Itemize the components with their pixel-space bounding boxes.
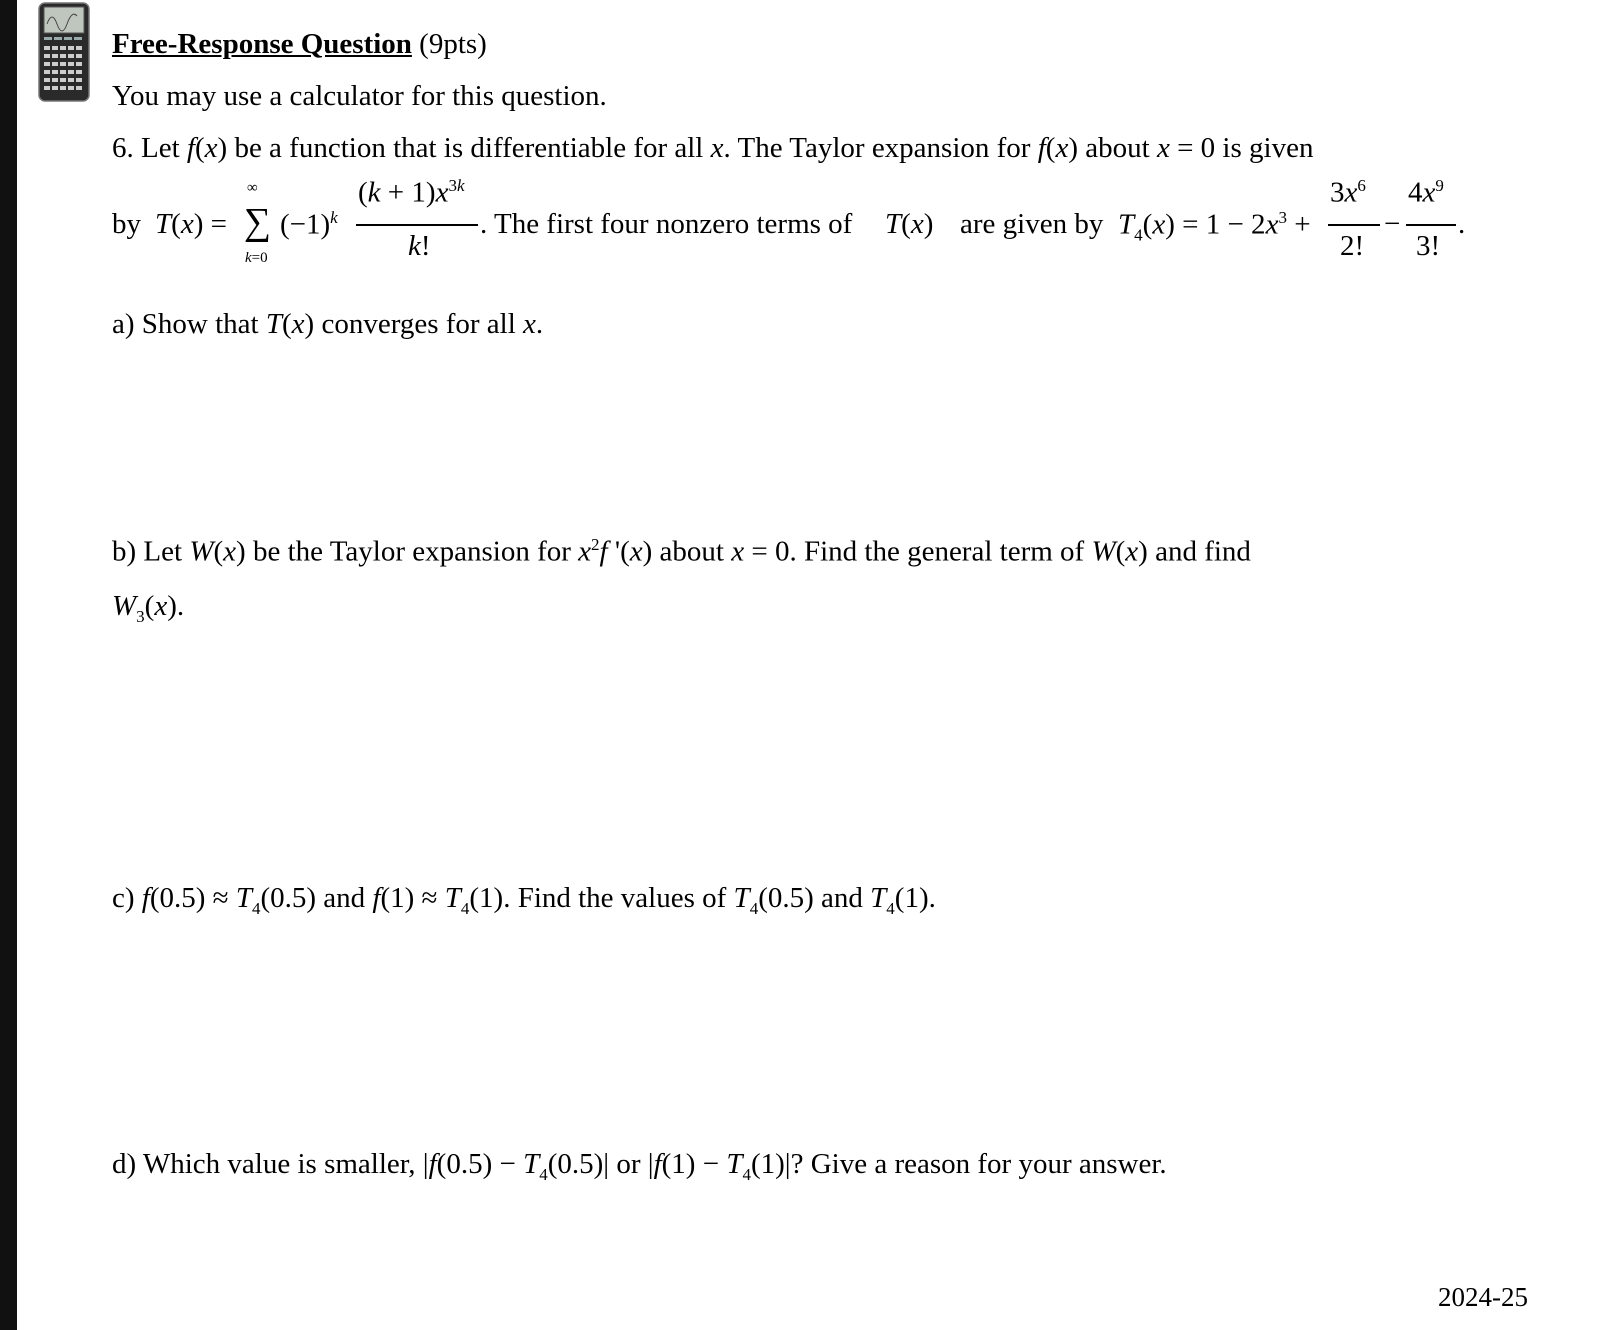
fraction-bar	[356, 224, 478, 226]
period: .	[1458, 208, 1466, 240]
text-segment: . The first four nonzero terms of	[480, 208, 853, 240]
text-segment: . Find the values of	[503, 882, 727, 914]
calculator-note: You may use a calculator for this question.	[112, 80, 607, 112]
term3-denominator: 2!	[1340, 230, 1365, 262]
text-segment: is given	[1222, 132, 1314, 164]
part-c: c) $f(0.5) \approx T_4(0.5)$ and $f(1) \approx T_4(1)$. Find the values of $T_4(0.5)$ and $T_4(1)$.	[112, 882, 936, 918]
term4-denominator: 3!	[1416, 230, 1441, 262]
text-segment: converges for all	[321, 308, 516, 340]
t-of-x: T(x)	[885, 208, 934, 240]
title-text: Free-Response Question	[112, 28, 412, 60]
left-border	[0, 0, 17, 1330]
text-segment: Let	[141, 132, 180, 164]
graphing-calculator-icon	[38, 2, 90, 102]
question-6-line-1: 6. Let f(x) be a function that is differentiable for all x. The Taylor expansion for f(x) about x = 0 is given	[112, 132, 1314, 164]
text-segment: d) Which value is smaller,	[112, 1148, 416, 1180]
text-segment: or	[616, 1148, 641, 1180]
text-segment: by	[112, 208, 141, 240]
points-text: (9pts)	[419, 28, 487, 60]
text-segment: . The Taylor expansion for	[723, 132, 1031, 164]
text-segment: and	[821, 882, 863, 914]
part-b-line-1: b) Let W(x) be the Taylor expansion for $x^2f$ '(x) about x = 0. Find the general term of W(x) and find	[112, 535, 1251, 568]
formula-lhs: T(x) =	[155, 208, 227, 240]
t4-polynomial: $T_4(x) = 1 - 2x^3$ +	[1118, 208, 1311, 245]
minus-sign: −	[1384, 208, 1401, 240]
term4-numerator: $4x^9$	[1408, 176, 1444, 209]
text-segment: . Find the general term of	[789, 535, 1085, 568]
sigma-symbol: ∑	[244, 201, 272, 243]
fraction-denominator: k!	[408, 230, 431, 262]
text-segment: b) Let	[112, 535, 183, 568]
text-segment: and	[323, 882, 366, 914]
part-b-line-2: $W_3(x)$.	[112, 590, 185, 626]
sign-term: $(-1)^k$	[280, 208, 338, 241]
text-segment: c)	[112, 882, 135, 914]
footer-year: 2024-25	[1438, 1282, 1528, 1312]
part-d: d) Which value is smaller, $|f(0.5) - T_4(0.5)|$ or $|f(1) - T_4(1)|$? Give a reason for your answer.	[112, 1148, 1167, 1184]
fraction-bar	[1406, 224, 1456, 226]
text-segment: about	[659, 535, 724, 568]
text-segment: be the Taylor expansion for	[252, 535, 571, 568]
text-segment: ? Give a reason for your answer.	[790, 1148, 1167, 1180]
page-title	[112, 28, 487, 61]
fraction-bar	[1328, 224, 1380, 226]
text-segment: are given by	[960, 208, 1104, 240]
sum-lower: k=0	[245, 250, 268, 266]
term3-numerator: $3x^6$	[1330, 176, 1366, 209]
text-segment: and find	[1155, 535, 1251, 568]
text-segment: be a function that is differentiable for all	[234, 132, 704, 164]
part-a: a) Show that T(x) converges for all x.	[112, 308, 544, 340]
fraction-numerator: $(k + 1)x^{3k}$	[358, 176, 465, 209]
text-segment: about	[1085, 132, 1150, 164]
sum-upper: ∞	[247, 180, 258, 196]
question-number: 6.	[112, 132, 134, 164]
text-segment: a) Show that	[112, 308, 259, 340]
